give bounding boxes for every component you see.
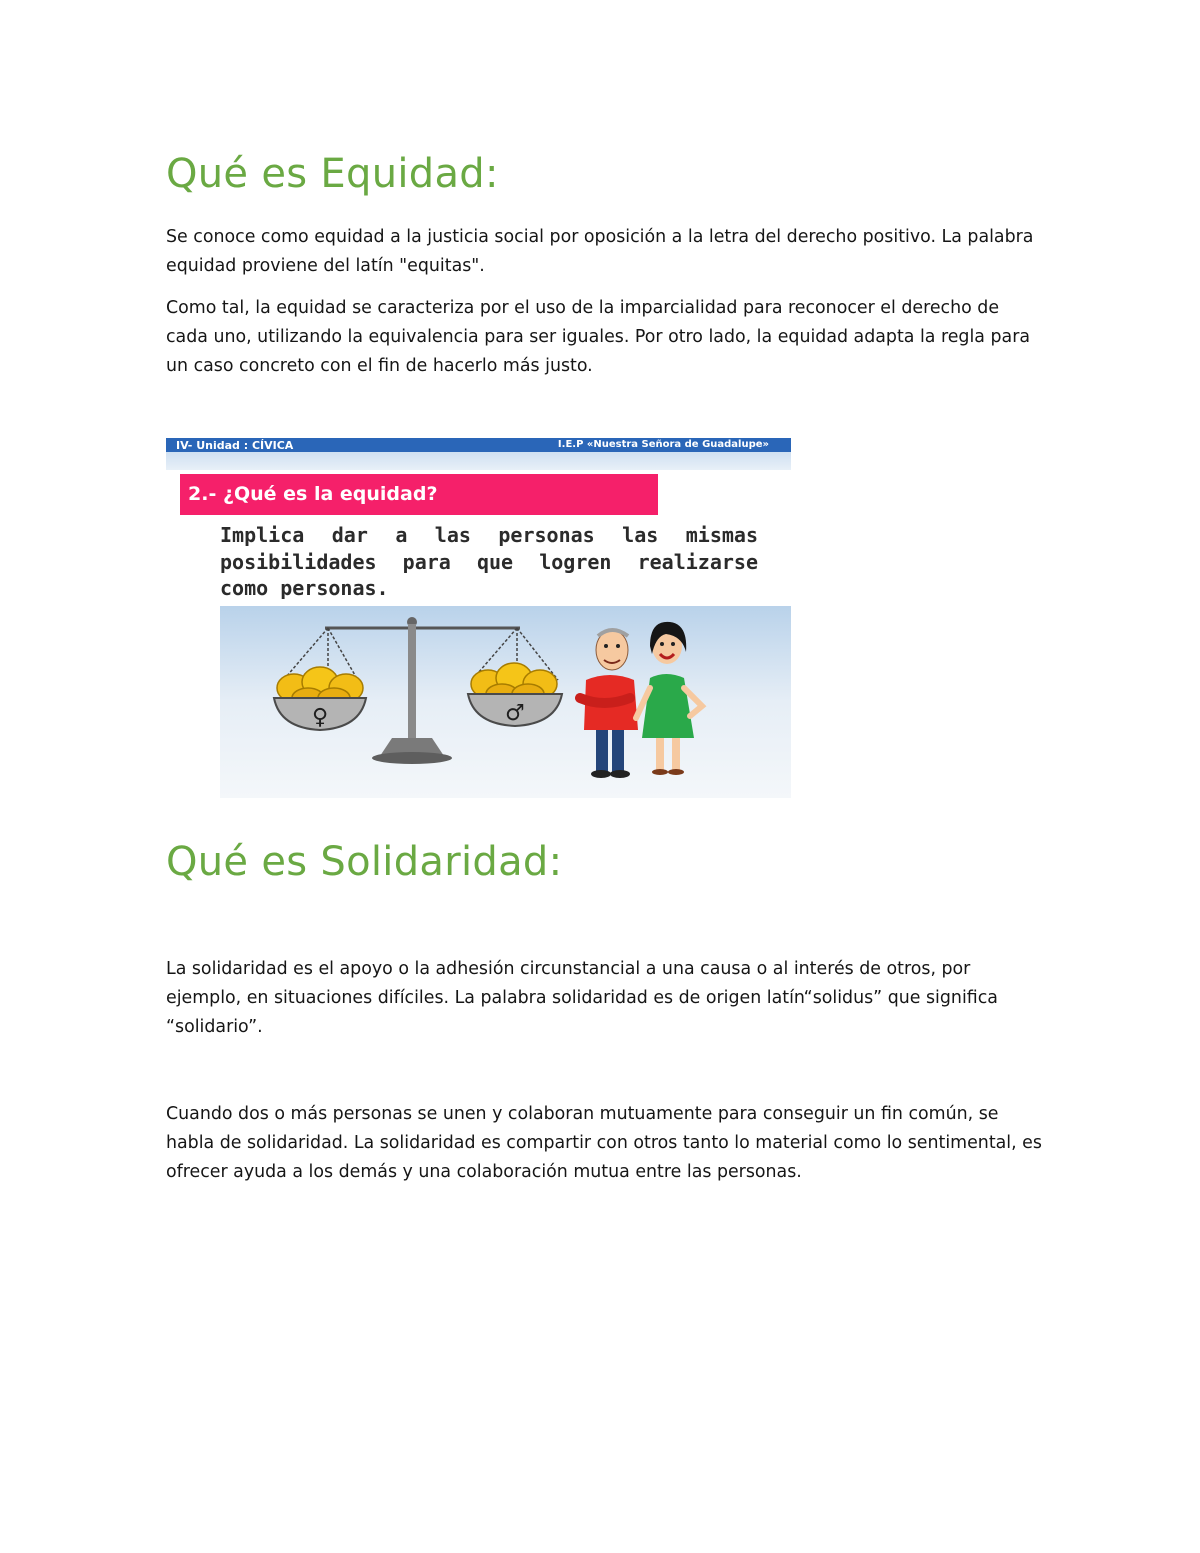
scale-and-couple-illustration	[220, 606, 791, 798]
figure-header-bar	[166, 438, 791, 470]
female-symbol-icon: ♀	[311, 705, 329, 730]
equidad-heading: Qué es Equidad:	[166, 151, 499, 197]
figure-header-right: I.E.P «Nuestra Señora de Guadalupe»	[557, 439, 769, 450]
equidad-figure	[166, 438, 791, 798]
solidaridad-heading: Qué es Solidaridad:	[166, 839, 563, 885]
figure-banner: 2.- ¿Qué es la equidad?	[180, 474, 658, 515]
equidad-paragraph-1: Se conoce como equidad a la justicia social por oposición a la letra del derecho positivo. La palabra equidad proviene del latín "equitas".	[166, 227, 1034, 276]
figure-body-text: Implica dar a las personas las mismas posibilidades para que logren realizarse como personas.	[220, 523, 758, 600]
solidaridad-paragraph-1: La solidaridad es el apoyo o la adhesión circunstancial a una causa o al interés de otros, por ejemplo, en situaciones difíciles. La palabra solidaridad es de origen latín“solidus” que significa “solidario”.	[166, 959, 998, 1037]
figure-header-left: IV- Unidad : CÍVICA	[176, 439, 294, 452]
male-symbol-icon: ♂	[505, 701, 525, 726]
solidaridad-paragraph-2: Cuando dos o más personas se unen y colaboran mutuamente para conseguir un fin común, se habla de solidaridad. La solidaridad es compartir con otros tanto lo material como lo sentimental, es ofrecer ayuda a los demás y una colaboración mutua entre las personas.	[166, 1104, 1042, 1182]
equidad-paragraph-2: Como tal, la equidad se caracteriza por el uso de la imparcialidad para reconocer el derecho de cada uno, utilizando la equivalencia para ser iguales. Por otro lado, la equidad adapta la regla para un caso concreto con el fin de hacerlo más justo.	[166, 298, 1030, 376]
